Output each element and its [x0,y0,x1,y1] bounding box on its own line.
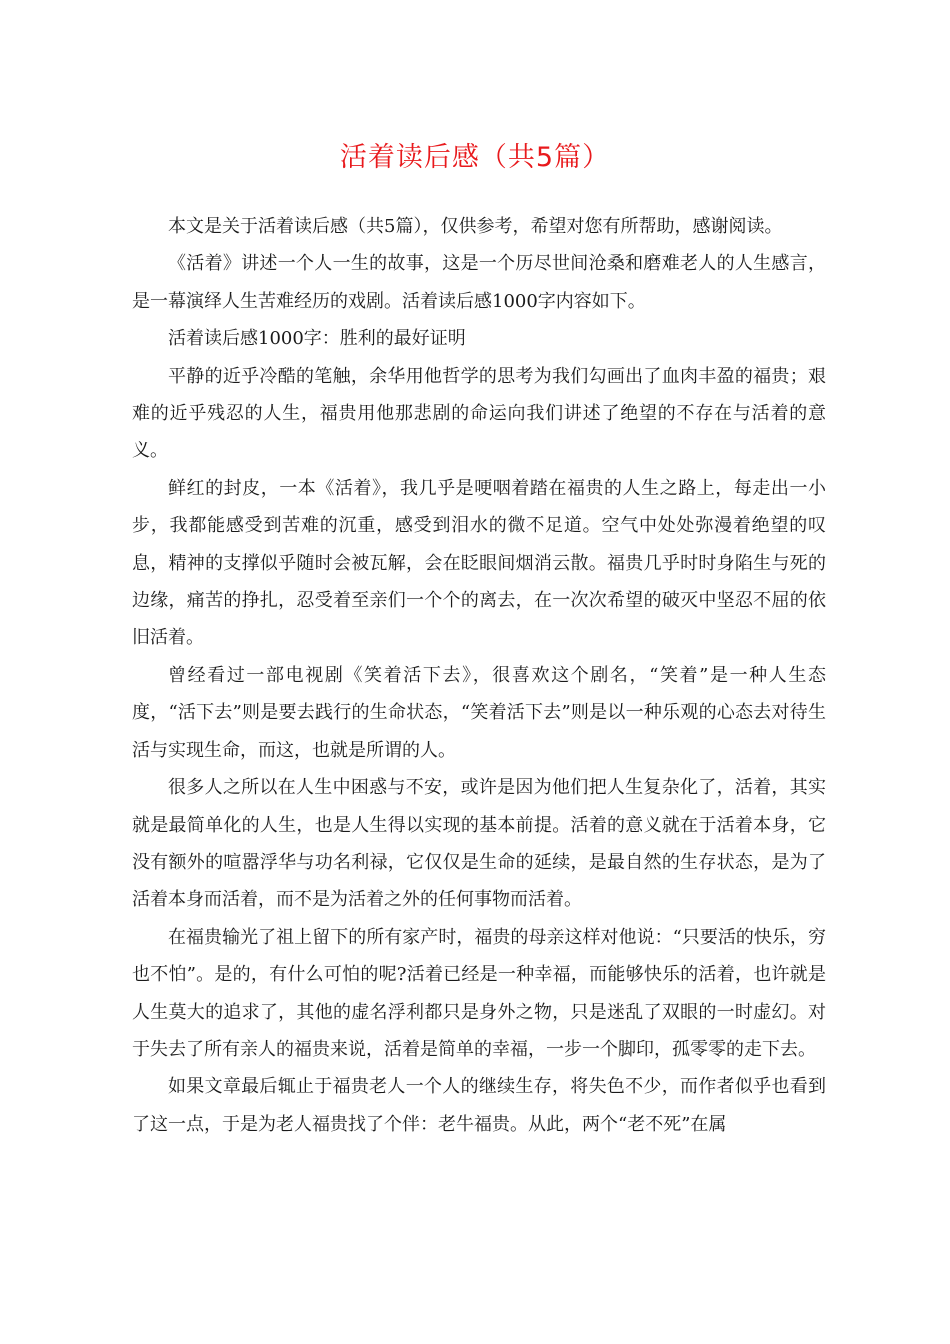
paragraph-summary: 《活着》讲述一个人一生的故事，这是一个历尽世间沧桑和磨难老人的人生感言，是一幕演绎人生苦难经历的戏剧。活着读后感1000字内容如下。 [132,253,826,312]
paragraph-body: 很多人之所以在人生中困惑与不安，或许是因为他们把人生复杂化了，活着，其实就是最简单化的人生，也是人生得以实现的基本前提。活着的意义就在于活着本身，它没有额外的喧嚣浮华与功名利禄，它仅仅是生命的延续，是最自然的生存状态，是为了活着本身而活着，而不是为活着之外的任何事物而活着。 [132,777,826,911]
document-body [132,208,826,1143]
paragraph-subtitle: 活着读后感1000字：胜利的最好证明 [168,328,466,350]
paragraph-body: 曾经看过一部电视剧《笑着活下去》，很喜欢这个剧名，“笑着”是一种人生态度，“活下去”则是要去践行的生命状态，“笑着活下去”则是以一种乐观的心态去对待生活与实现生命，而这，也就是所谓的人。 [132,664,826,761]
paragraph-body: 平静的近乎冷酷的笔触，余华用他哲学的思考为我们勾画出了血肉丰盈的福贵；艰难的近乎残忍的人生，福贵用他那悲剧的命运向我们讲述了绝望的不存在与活着的意义。 [132,365,826,462]
document-title: 活着读后感（共5篇） [339,142,611,173]
paragraph-body: 如果文章最后辄止于福贵老人一个人的继续生存，将失色不少，而作者似乎也看到了这一点，于是为老人福贵找了个伴：老牛福贵。从此，两个“老不死”在属 [132,1076,826,1135]
paragraph-body: 鲜红的封皮，一本《活着》，我几乎是哽咽着踏在福贵的人生之路上，每走出一小步，我都能感受到苦难的沉重，感受到泪水的微不足道。空气中处处弥漫着绝望的叹息，精神的支撑似乎随时会被瓦解，会在眨眼间烟消云散。福贵几乎时时身陷生与死的边缘，痛苦的挣扎，忍受着至亲们一个个的离去，在一次次希望的破灭中坚忍不屈的依旧活着。 [132,477,826,649]
paragraph-intro: 本文是关于活着读后感（共5篇），仅供参考，希望对您有所帮助，感谢阅读。 [168,216,783,237]
paragraph-body: 在福贵输光了祖上留下的所有家产时，福贵的母亲这样对他说：“只要活的快乐，穷也不怕”。是的，有什么可怕的呢?活着已经是一种幸福，而能够快乐的活着，也许就是人生莫大的追求了，其他的虚名浮利都只是身外之物，只是迷乱了双眼的一时虚幻。对于失去了所有亲人的福贵来说，活着是简单的幸福，一步一个脚印，孤零零的走下去。 [132,926,826,1060]
